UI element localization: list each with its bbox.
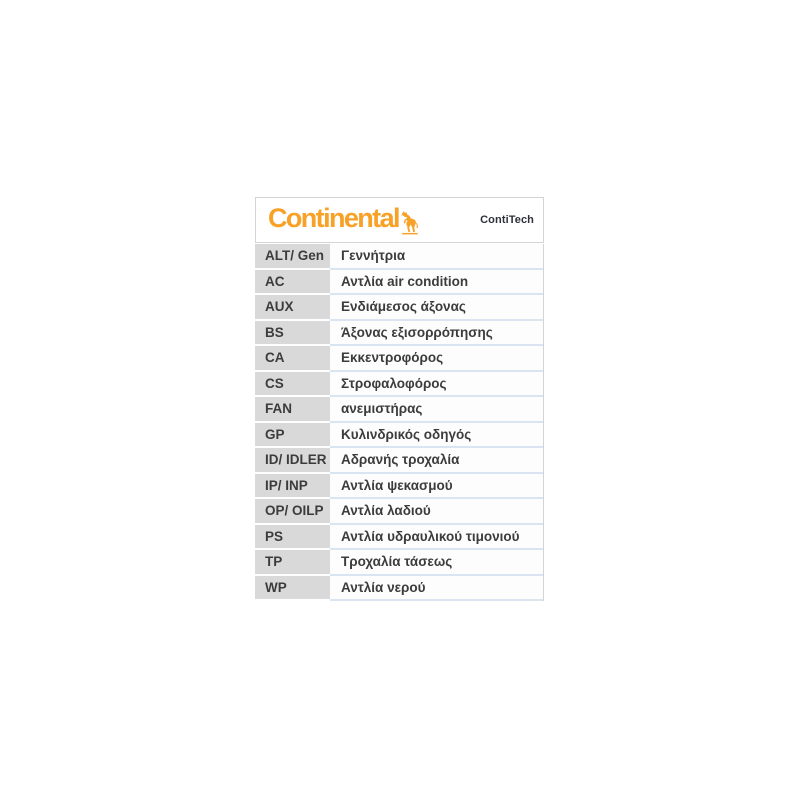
abbr-cell: ID/ IDLER bbox=[255, 448, 330, 474]
table-row bbox=[255, 346, 543, 372]
table-row bbox=[255, 499, 543, 525]
continental-legend-panel bbox=[255, 197, 544, 601]
desc-cell: ανεμιστήρας bbox=[330, 397, 543, 423]
abbr-cell: AUX bbox=[255, 295, 330, 321]
abbr-cell: OP/ OILP bbox=[255, 499, 330, 525]
continental-wordmark: Continental bbox=[268, 203, 399, 233]
brand-header bbox=[255, 197, 544, 243]
table-row bbox=[255, 244, 543, 270]
desc-cell: Αντλία υδραυλικού τιμονιού bbox=[330, 525, 543, 551]
abbr-cell: FAN bbox=[255, 397, 330, 423]
desc-cell: Στροφαλοφόρος bbox=[330, 372, 543, 398]
desc-cell: Κυλινδρικός οδηγός bbox=[330, 423, 543, 449]
abbr-cell: TP bbox=[255, 550, 330, 576]
abbr-cell: CA bbox=[255, 346, 330, 372]
desc-cell: Αντλία λαδιού bbox=[330, 499, 543, 525]
abbr-cell: GP bbox=[255, 423, 330, 449]
table-row bbox=[255, 474, 543, 500]
abbr-cell: BS bbox=[255, 321, 330, 347]
table-row bbox=[255, 525, 543, 551]
continental-logo bbox=[268, 205, 419, 235]
abbr-cell: IP/ INP bbox=[255, 474, 330, 500]
abbr-cell: WP bbox=[255, 576, 330, 602]
desc-cell: Ενδιάμεσος άξονας bbox=[330, 295, 543, 321]
desc-cell: Γεννήτρια bbox=[330, 244, 543, 270]
desc-cell: Τροχαλία τάσεως bbox=[330, 550, 543, 576]
rearing-horse-icon bbox=[400, 209, 419, 235]
abbr-cell: PS bbox=[255, 525, 330, 551]
contitech-label: ContiTech bbox=[480, 214, 534, 226]
table-row bbox=[255, 576, 543, 602]
desc-cell: Αντλία air condition bbox=[330, 270, 543, 296]
abbreviation-table bbox=[255, 244, 544, 601]
table-row bbox=[255, 423, 543, 449]
abbr-cell: ALT/ Gen bbox=[255, 244, 330, 270]
table-row bbox=[255, 372, 543, 398]
abbr-cell: CS bbox=[255, 372, 330, 398]
desc-cell: Αντλία νερού bbox=[330, 576, 543, 602]
desc-cell: Άξονας εξισορρόπησης bbox=[330, 321, 543, 347]
table-row bbox=[255, 321, 543, 347]
table-row bbox=[255, 550, 543, 576]
table-row bbox=[255, 397, 543, 423]
desc-cell: Αδρανής τροχαλία bbox=[330, 448, 543, 474]
table-row bbox=[255, 295, 543, 321]
desc-cell: Εκκεντροφόρος bbox=[330, 346, 543, 372]
desc-cell: Αντλία ψεκασμού bbox=[330, 474, 543, 500]
abbr-cell: AC bbox=[255, 270, 330, 296]
table-row bbox=[255, 448, 543, 474]
table-row bbox=[255, 270, 543, 296]
